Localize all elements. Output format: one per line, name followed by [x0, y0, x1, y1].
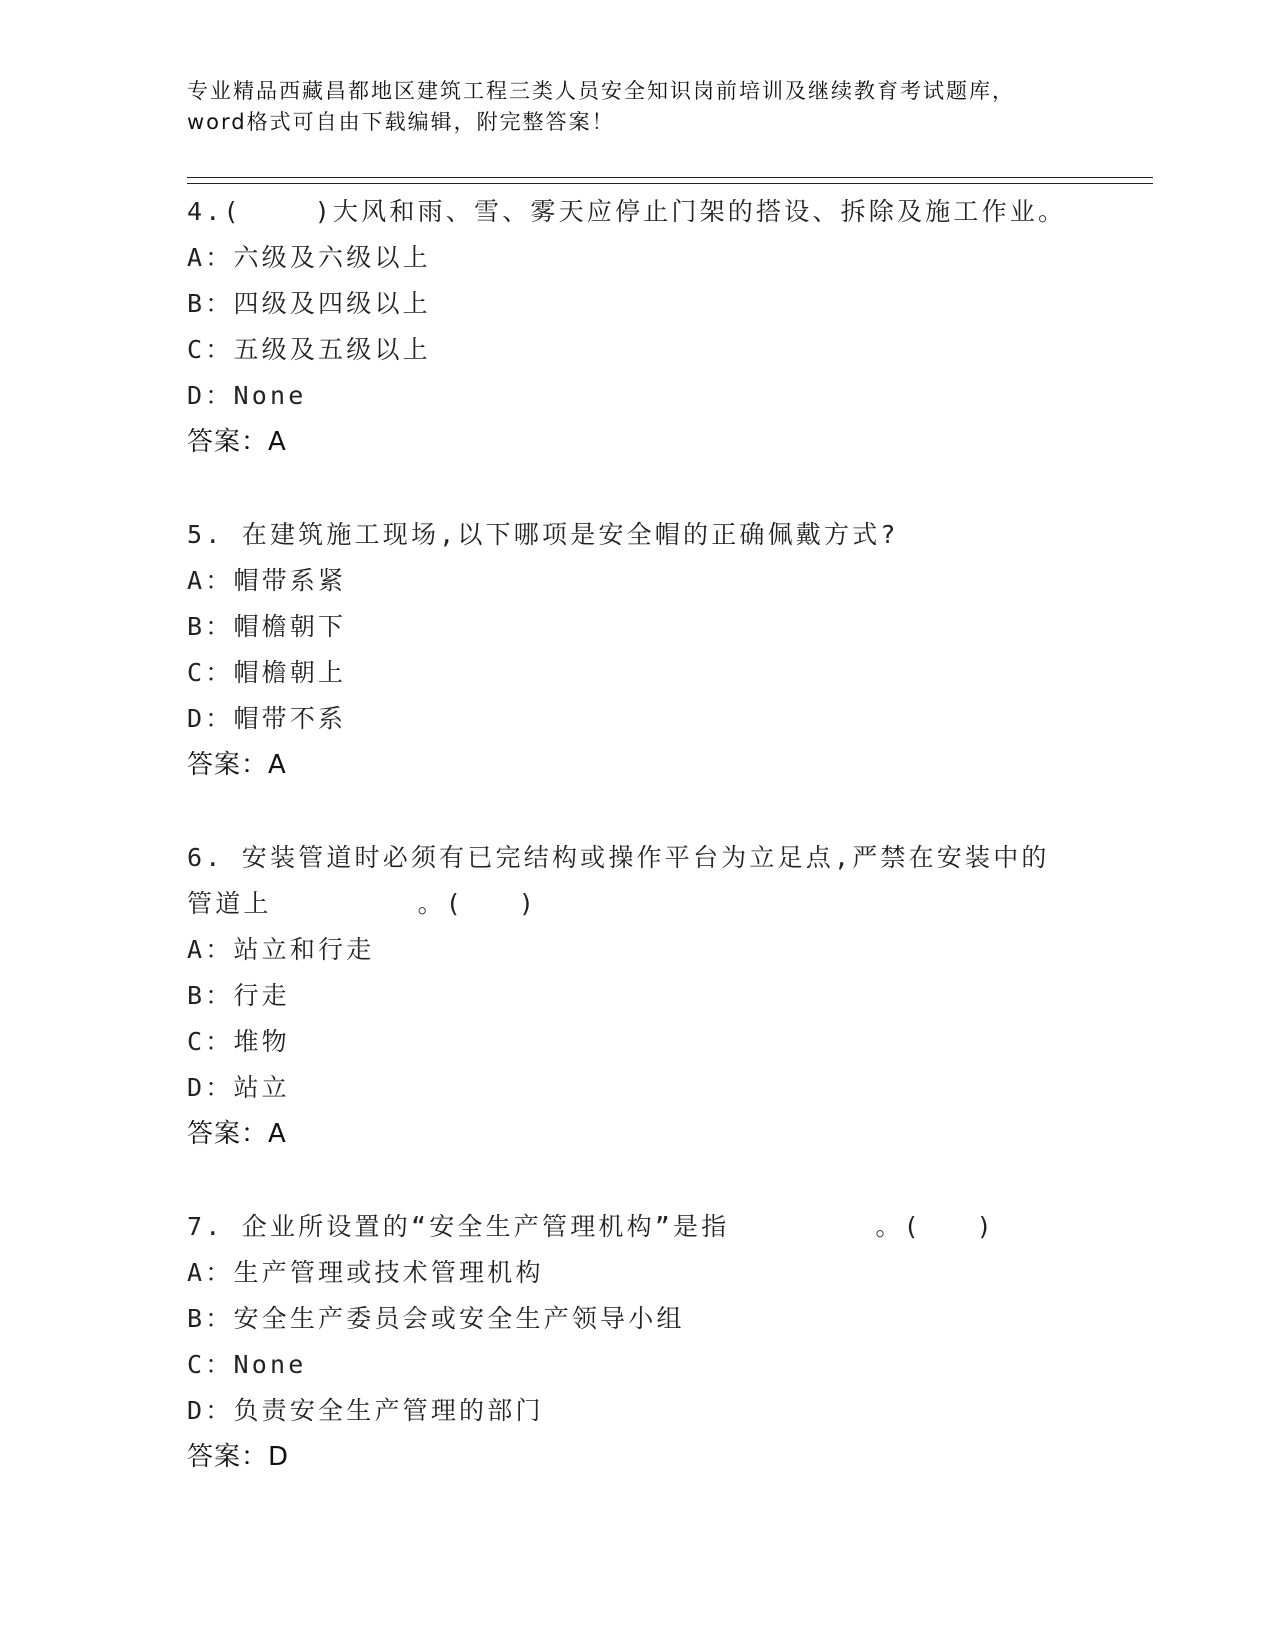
answer-option [187, 1342, 1153, 1388]
option-text: 帽带不系 [233, 704, 347, 733]
question-block [187, 835, 1153, 1157]
header-line-2: word格式可自由下载编辑，附完整答案！ [187, 110, 615, 134]
option-key: B： [187, 981, 234, 1010]
question-block [187, 1204, 1153, 1480]
option-key: A： [187, 1258, 234, 1287]
question-text: 6. 安装管道时必须有已完结构或操作平台为立足点,严禁在安装中的 [187, 843, 1050, 872]
question-text: 5. 在建筑施工现场,以下哪项是安全帽的正确佩戴方式? [187, 520, 899, 549]
answer-option [187, 1388, 1153, 1434]
answer-option [187, 1296, 1153, 1342]
option-key: C： [187, 1027, 234, 1056]
option-key: B： [187, 612, 234, 641]
option-key: D： [187, 1396, 234, 1425]
option-text: 堆物 [233, 1027, 290, 1056]
header-line-1: 专业精品西藏昌都地区建筑工程三类人员安全知识岗前培训及继续教育考试题库， [187, 79, 1015, 103]
answer-option [187, 327, 1153, 373]
answer-line: 答案：A [187, 1119, 287, 1149]
option-text: 安全生产委员会或安全生产领导小组 [233, 1304, 685, 1333]
option-key: A： [187, 566, 234, 595]
option-text: 六级及六级以上 [233, 243, 431, 272]
question-list [187, 189, 1153, 1527]
option-key: C： [187, 335, 234, 364]
option-key: A： [187, 935, 234, 964]
option-text: 行走 [233, 981, 290, 1010]
answer-option [187, 973, 1153, 1019]
answer-line: 答案：A [187, 750, 287, 780]
answer-line: 答案：D [187, 1442, 290, 1472]
answer-option [187, 373, 1153, 419]
option-text: 五级及五级以上 [233, 335, 431, 364]
option-key: D： [187, 704, 234, 733]
question-block [187, 189, 1153, 465]
option-key: D： [187, 381, 234, 410]
answer-option [187, 927, 1153, 973]
option-text: None [233, 381, 307, 410]
answer-option [187, 235, 1153, 281]
option-key: C： [187, 1350, 234, 1379]
answer-option [187, 604, 1153, 650]
option-text: 负责安全生产管理的部门 [233, 1396, 544, 1425]
option-key: B： [187, 1304, 234, 1333]
answer-option [187, 1065, 1153, 1111]
option-text: 站立和行走 [233, 935, 375, 964]
option-key: C： [187, 658, 234, 687]
header-divider-bottom [187, 183, 1153, 184]
answer-option [187, 281, 1153, 327]
document-header [187, 76, 1087, 138]
question-text: 管道上 。( ) [187, 889, 538, 918]
header-divider-top [187, 177, 1153, 178]
option-text: 生产管理或技术管理机构 [233, 1258, 544, 1287]
option-text: 帽檐朝下 [233, 612, 347, 641]
option-text: 四级及四级以上 [233, 289, 431, 318]
answer-option [187, 1250, 1153, 1296]
option-text: 帽带系紧 [233, 566, 347, 595]
question-text: 4.( )大风和雨、雪、雾天应停止门架的搭设、拆除及施工作业。 [187, 197, 1067, 226]
question-block [187, 512, 1153, 788]
answer-line: 答案：A [187, 427, 287, 457]
answer-option [187, 696, 1153, 742]
option-text: 站立 [233, 1073, 290, 1102]
question-text: 7. 企业所设置的“安全生产管理机构”是指 。( ) [187, 1212, 995, 1241]
answer-option [187, 1019, 1153, 1065]
option-text: None [233, 1350, 307, 1379]
option-key: A： [187, 243, 234, 272]
answer-option [187, 650, 1153, 696]
option-key: D： [187, 1073, 234, 1102]
option-text: 帽檐朝上 [233, 658, 347, 687]
answer-option [187, 558, 1153, 604]
option-key: B： [187, 289, 234, 318]
